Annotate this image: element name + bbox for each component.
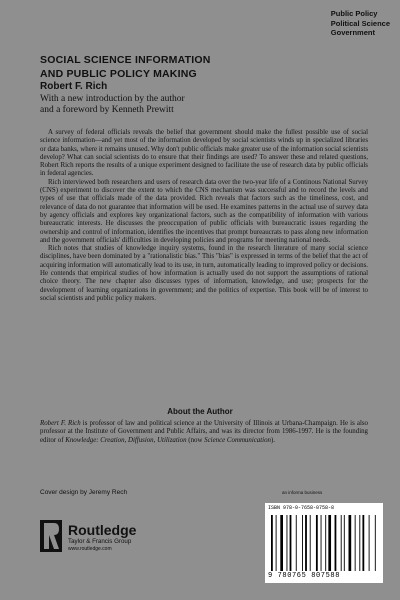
about-author-heading: About the Author: [167, 407, 233, 416]
journal-new-title: Science Communication: [204, 436, 271, 444]
informa-tagline: an informa business: [282, 490, 323, 495]
description-paragraph: Rich notes that studies of knowledge inquiry systems, found in the research literature of many social science disciplines, have been dominated by a "rationalistic bias." This "bias" is expressed in terms of the belief that the act of acquiring information will automatically lead to its use, in turn, automatically leading to improved policy or decisions. He contends that empirical studies of how information is actually used do not support the assumptions of rational choice theory. The new chapter also discusses types of information, knowledge, and use; prospects for the development of learning organizations in government; and the politics of expertise. This book will be of interest to social scientists and public policy makers.: [40, 245, 368, 302]
routledge-logo-icon: [40, 520, 62, 552]
ean-digits: 9 780765 807588: [268, 572, 341, 580]
author-name: Robert F. Rich: [40, 81, 108, 92]
about-author-name: Robert F. Rich: [40, 420, 81, 427]
barcode-panel: [265, 503, 383, 583]
about-author-text: [40, 420, 368, 445]
about-author-body: is professor of law and political science at the University of Illinois at Urbana-Champaign. He is also professor at the Institute of Government and Public Affairs, and was its director from 1986-1997. He is the founding editor of: [40, 420, 368, 444]
book-title: [40, 53, 370, 81]
about-author-end: ).: [270, 436, 275, 444]
isbn-label: ISBN 978-0-7658-0758-8: [268, 505, 335, 511]
publisher-url: www.routledge.com: [68, 546, 112, 552]
title-line: SOCIAL SCIENCE INFORMATION: [40, 54, 211, 66]
publisher-name: Routledge: [68, 522, 137, 538]
book-description: [40, 129, 368, 303]
title-line: AND PUBLIC POLICY MAKING: [40, 68, 197, 80]
description-paragraph: Rich interviewed both researchers and users of research data over the two-year life of a Continous National Survey (CNS) experiment to discover the extent to which the CNS mechanism was successful and to record the levels and types of use that officials made of the data provided. Rich reveals that factors such as the timeliness, cost, and relevance of data do not guarantee that information will be used. He examines patterns in the actual use of survey data by agency officials and explores key organizational factors, such as the compatibility of information with various bureaucratic interests. He discusses the preoccupation of public officials with bureaucratic issues regarding the ownership and control of information, identifies the incentives that prompt bureaucrats to pass along new information and the government officials' difficulties in developing policies and programs for meeting national needs.: [40, 178, 368, 244]
publisher-group: Taylor & Francis Group: [68, 538, 132, 545]
subject-item: Government: [330, 28, 375, 37]
publisher-block: [68, 523, 136, 553]
cover-design-credit: Cover design by Jeremy Rech: [40, 489, 128, 496]
barcode-icon: [265, 503, 383, 583]
subject-item: Political Science: [330, 18, 390, 28]
edition-note: [40, 94, 360, 116]
description-paragraph: A survey of federal officials reveals the belief that government should make the fullest possible use of social science information—and yet most of the information developed by social scientists winds up in specialized libraries or data banks, where it remains unused. Why don't public officials make greater use of the information social scientists develop? What can social scientists do to ensure that their findings are used? To answer these and related questions, Robert Rich reports the results of a unique experiment designed to facilitate the use of research data by public officials in federal agencies.: [40, 129, 368, 178]
about-author-suffix: (now: [186, 436, 205, 444]
intro-line: and a foreword by Kenneth Prewitt: [40, 105, 174, 115]
subject-item: Public Policy: [330, 9, 378, 18]
journal-title: Knowledge: Creation, Diffusion, Utilization: [65, 436, 187, 444]
subject-categories: [331, 9, 390, 38]
intro-line: With a new introduction by the author: [40, 94, 185, 104]
